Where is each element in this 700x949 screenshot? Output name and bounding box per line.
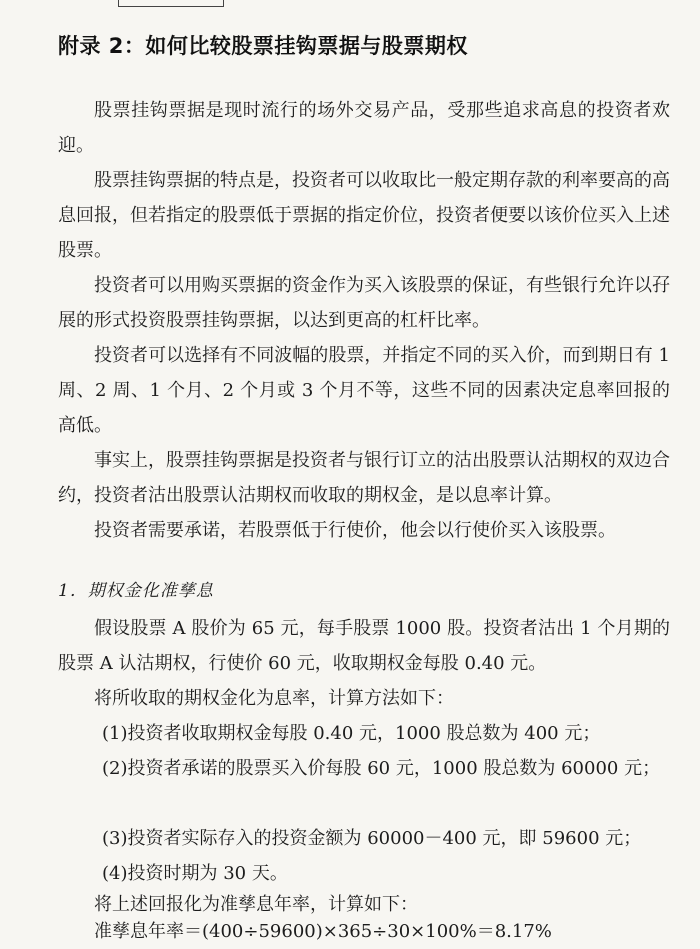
section-title: 1．期权金化准孳息 [58, 581, 214, 601]
formula: 准孳息年率＝(400÷59600)×365÷30×100%＝8.17% [94, 921, 552, 942]
paragraph-6: 投资者需要承诺，若股票低于行使价，他会以行使价买入该股票。 [94, 520, 616, 541]
annualize-intro: 将上述回报化为准孳息年率，计算如下： [94, 894, 418, 915]
paragraph-2: 股票挂钩票据的特点是，投资者可以收取比一般定期存款的利率要高的高息回报，但若指定的股票低于票据的指定价位，投资者便要以该价位买入上述股票。 [58, 170, 670, 261]
calc-step-4: (4)投资时期为 30 天。 [102, 863, 288, 884]
paragraph-5: 事实上，股票挂钩票据是投资者与银行订立的沽出股票认沽期权的双边合约，投资者沽出股票认沽期权而收取的期权金，是以息率计算。 [58, 450, 670, 506]
method-intro: 将所收取的期权金化为息率，计算方法如下： [94, 688, 454, 709]
section-intro: 假设股票 A 股价为 65 元，每手股票 1000 股。投资者沽出 1 个月期的股票 A 认沽期权，行使价 60 元，收取期权金每股 0.40 元。 [58, 618, 670, 674]
paragraph-4: 投资者可以选择有不同波幅的股票，并指定不同的买入价，而到期日有 1 周、2 周、1 个月、2 个月或 3 个月不等，这些不同的因素决定息率回报的高低。 [58, 345, 670, 436]
paragraph-1: 股票挂钩票据是现时流行的场外交易产品，受那些追求高息的投资者欢迎。 [58, 100, 670, 156]
calc-step-3: (3)投资者实际存入的投资金额为 60000－400 元，即 59600 元； [102, 828, 642, 849]
appendix-title: 附录 2：如何比较股票挂钩票据与股票期权 [58, 34, 468, 58]
cropped-header-box [118, 0, 224, 7]
paragraph-3: 投资者可以用购买票据的资金作为买入该股票的保证，有些银行允许以孖展的形式投资股票挂钩票据，以达到更高的杠杆比率。 [58, 275, 670, 331]
calc-step-2: (2)投资者承诺的股票买入价每股 60 元，1000 股总数为 60000 元； [102, 758, 661, 779]
calc-step-1: (1)投资者收取期权金每股 0.40 元，1000 股总数为 400 元； [102, 723, 601, 744]
